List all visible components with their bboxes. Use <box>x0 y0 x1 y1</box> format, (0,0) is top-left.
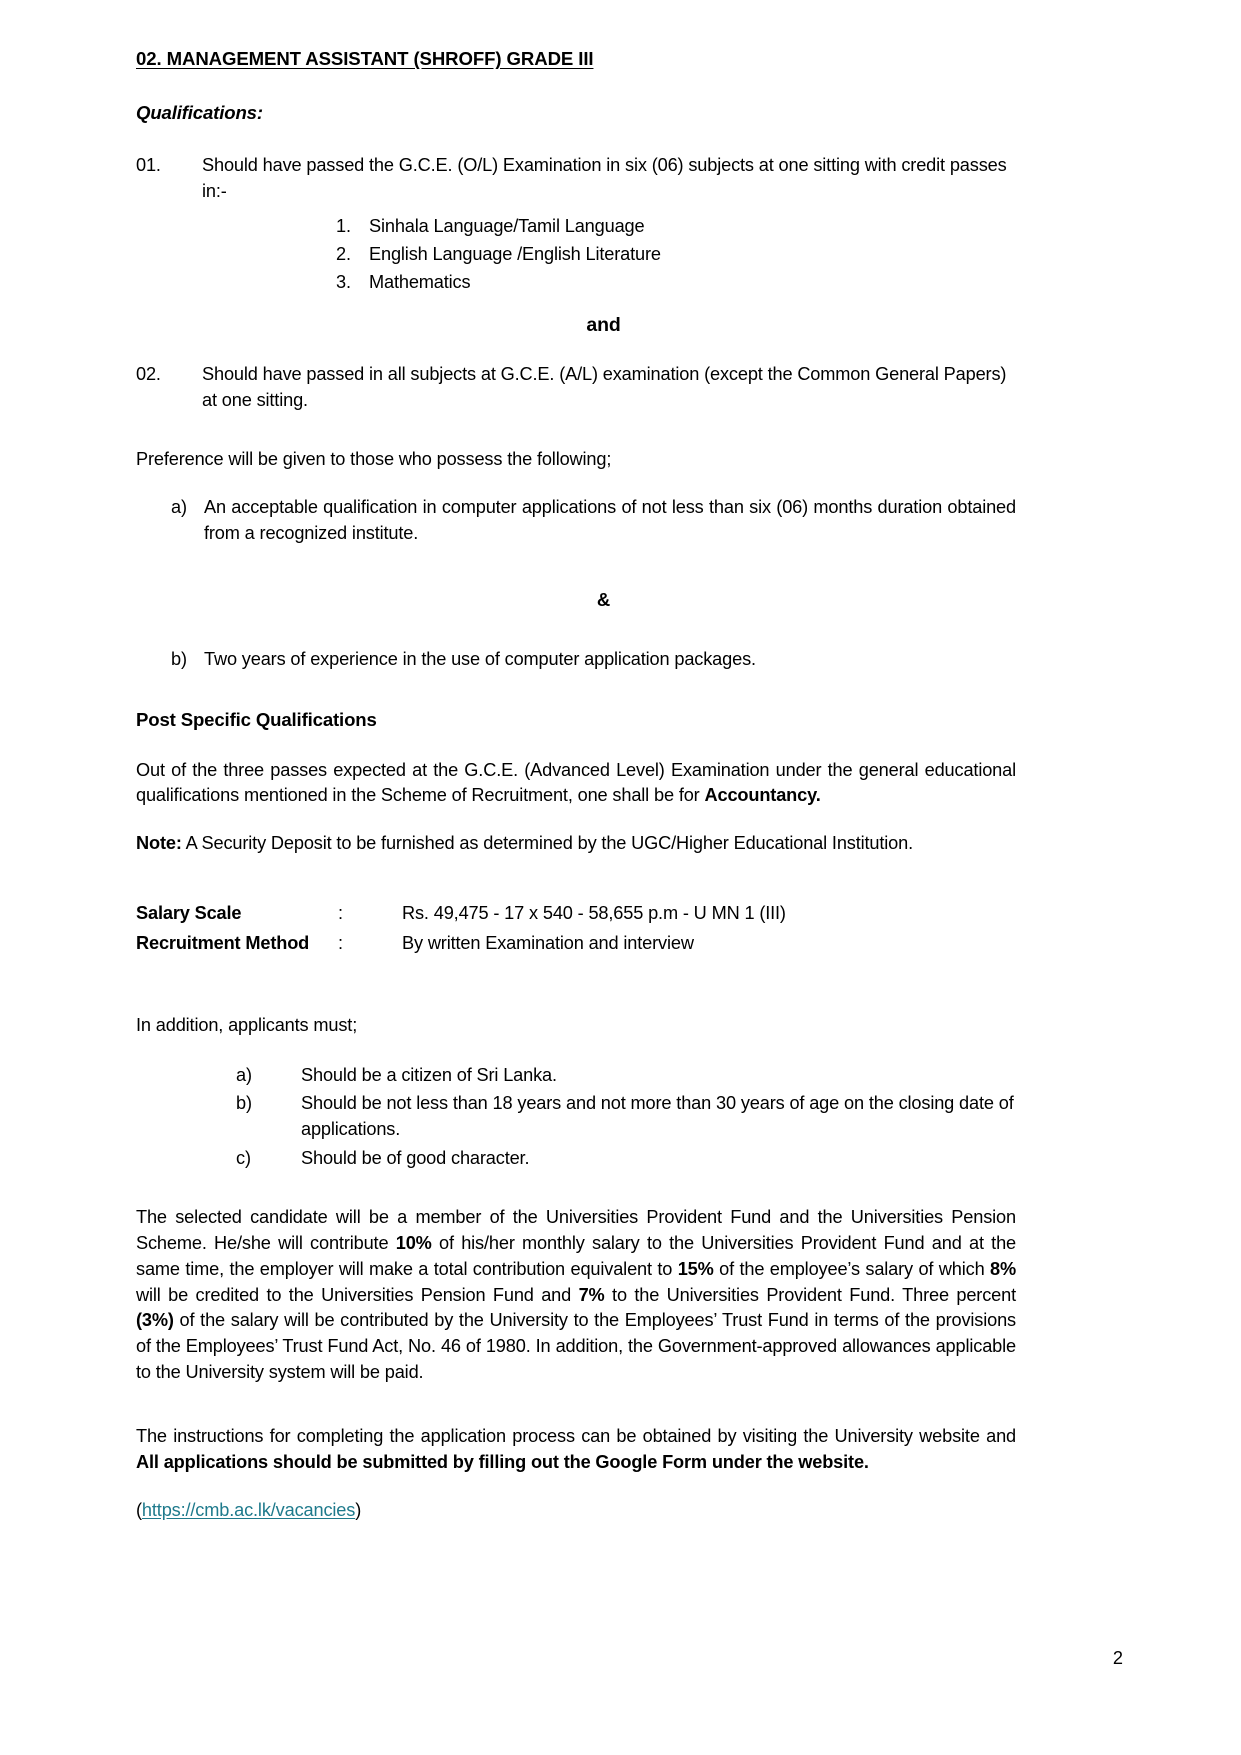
pension-text-3: of the employee’s salary of which <box>713 1258 990 1279</box>
subject-label: English Language /English Literature <box>369 244 661 265</box>
additional-marker-c: c) <box>236 1148 251 1169</box>
pension-rate-trust-fund: (3%) <box>136 1310 174 1331</box>
subject-marker: 2. <box>336 244 351 265</box>
spacer <box>136 1408 1016 1424</box>
page-title: 02. MANAGEMENT ASSISTANT (SHROFF) GRADE III <box>136 48 594 69</box>
preference-intro: Preference will be given to those who possess the following; <box>136 449 612 470</box>
additional-marker-a: a) <box>236 1064 252 1085</box>
spacer <box>136 961 1016 1013</box>
note-label: Note: <box>136 833 182 854</box>
preference-list <box>171 495 1016 547</box>
qualifications-heading: Qualifications: <box>136 102 263 124</box>
qualification-item-1-text: Should have passed the G.C.E. (O/L) Examination in six (06) subjects at one sitting with credit passes in:- <box>202 154 1007 201</box>
recruitment-method-value: By written Examination and interview <box>402 932 694 953</box>
pension-text-6: of the salary will be contributed by the University to the Employees’ Trust Fund in terms of the provisions of the Employees’ Trust Fund Act, No. 46 of 1980. In addition, the Government-approved allowances applicable to the University system will be paid. <box>136 1310 1016 1383</box>
pension-rate-provident-fund: 7% <box>578 1284 605 1305</box>
preference-marker-a: a) <box>171 497 187 518</box>
post-specific-paragraph <box>136 758 1016 810</box>
list-item <box>171 647 1016 673</box>
additional-marker-b: b) <box>236 1093 252 1114</box>
website-line <box>136 1498 1016 1524</box>
post-specific-text: Out of the three passes expected at the G.C.E. (Advanced Level) Examination under the general educational qualifications mentioned in the Scheme of Recruitment, one shall be for <box>136 759 1016 806</box>
list-item <box>236 1091 1016 1143</box>
paren-close: ) <box>355 1499 362 1520</box>
pension-text-5: to the Universities Provident Fund. Three percent <box>604 1284 1016 1305</box>
note-text: A Security Deposit to be furnished as determined by the UGC/Higher Educational Institution. <box>181 833 914 854</box>
subjects-list <box>336 214 1016 296</box>
additional-text-c: Should be of good character. <box>301 1148 530 1169</box>
additional-text-a: Should be a citizen of Sri Lanka. <box>301 1064 557 1085</box>
subject-label: Sinhala Language/Tamil Language <box>369 216 645 237</box>
pension-paragraph <box>136 1205 1016 1386</box>
recruitment-method-colon: : <box>338 932 343 953</box>
pension-rate-employer: 15% <box>677 1258 714 1279</box>
qualification-item-2-text: Should have passed in all subjects at G.C.E. (A/L) examination (except the Common General Papers) at one sitting. <box>202 363 1007 410</box>
qualification-item-2 <box>136 362 1016 414</box>
subject-marker: 3. <box>336 272 351 293</box>
subject-marker: 1. <box>336 216 351 237</box>
qualification-item-1-number: 01. <box>136 154 161 175</box>
list-item <box>336 214 1016 240</box>
pension-text-4: will be credited to the Universities Pension Fund and <box>136 1284 579 1305</box>
list-item <box>336 242 1016 268</box>
document-content <box>136 46 1016 1545</box>
instructions-text: The instructions for completing the application process can be obtained by visiting the University website and <box>136 1425 1016 1446</box>
paren-open: ( <box>136 1499 142 1520</box>
instructions-emphasis: All applications should be submitted by filling out the Google Form under the website. <box>136 1451 869 1472</box>
note-paragraph <box>136 831 1016 857</box>
salary-scale-colon: : <box>338 903 343 924</box>
conjunction-ampersand: & <box>596 588 611 610</box>
subject-label: Mathematics <box>369 272 471 293</box>
preference-marker-b: b) <box>171 649 187 670</box>
additional-text-b: Should be not less than 18 years and not more than 30 years of age on the closing date of applications. <box>301 1093 1014 1140</box>
salary-scale-row <box>136 901 1016 927</box>
spacer <box>136 417 1016 447</box>
additional-list-wrapper <box>236 1063 1016 1172</box>
post-specific-subject: Accountancy. <box>704 785 821 806</box>
pension-rate-employee: 10% <box>395 1232 432 1253</box>
preference-text-a: An acceptable qualification in computer applications of not less than six (06) months duration obtained from a recognized institute. <box>204 497 1016 544</box>
preference-list-b <box>171 647 1016 673</box>
vacancies-link[interactable]: https://cmb.ac.lk/vacancies <box>141 1499 356 1520</box>
details-block <box>136 901 1016 957</box>
pension-text-2: of his/her monthly salary to the Universities Provident Fund and at the same time, the employer will make a total contribution equivalent to <box>136 1232 1016 1279</box>
recruitment-method-row <box>136 931 1016 957</box>
additional-list <box>236 1063 1016 1172</box>
list-item <box>236 1146 1016 1172</box>
qualification-item-2-number: 02. <box>136 363 161 384</box>
salary-scale-value: Rs. 49,475 - 17 x 540 - 58,655 p.m - U MN 1 (III) <box>402 903 786 924</box>
list-item <box>171 495 1016 547</box>
list-item <box>336 270 1016 296</box>
spacer <box>136 1175 1016 1205</box>
spacer <box>136 677 1016 707</box>
additional-intro: In addition, applicants must; <box>136 1014 358 1035</box>
preference-text-b: Two years of experience in the use of computer application packages. <box>204 649 756 670</box>
conjunction-and: and <box>586 314 621 336</box>
list-item <box>236 1063 1016 1089</box>
pension-rate-pension-fund: 8% <box>990 1258 1016 1279</box>
instructions-paragraph <box>136 1424 1016 1476</box>
preference-list-wrapper-b <box>171 647 1016 673</box>
salary-scale-label: Salary Scale <box>136 903 242 924</box>
qualification-item-1 <box>136 153 1016 205</box>
post-specific-heading: Post Specific Qualifications <box>136 709 377 731</box>
subjects-list-wrapper <box>336 214 1016 296</box>
recruitment-method-label: Recruitment Method <box>136 932 310 953</box>
pension-text-1: The selected candidate will be a member of the Universities Provident Fund and the Universities Pension Scheme. He/she will contribute <box>136 1206 1016 1253</box>
page-number: 2 <box>1112 1648 1123 1668</box>
preference-list-wrapper <box>171 495 1016 547</box>
